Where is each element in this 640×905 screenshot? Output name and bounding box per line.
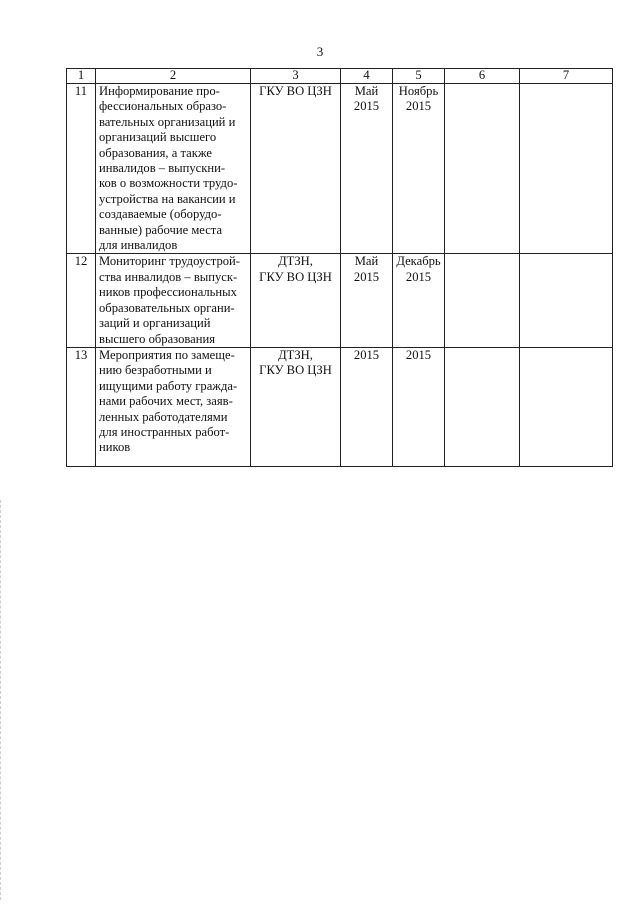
col6-cell <box>445 254 520 347</box>
description-line: инвалидов – выпускни- <box>99 161 226 176</box>
description-line: нами рабочих мест, заяв- <box>99 394 233 409</box>
description-line: устройства на вакансии и <box>99 191 236 206</box>
start-date-line: Май <box>354 84 379 98</box>
description-line: создаваемые (оборудо- <box>99 207 222 222</box>
col7-cell <box>520 84 613 254</box>
row-number-cell: 12 <box>67 254 96 347</box>
description-line: высшего образования <box>99 331 216 346</box>
start-date-cell <box>341 254 393 347</box>
end-date-cell <box>393 347 445 466</box>
description-cell <box>96 254 251 347</box>
description-line: ков о возможности трудо- <box>99 176 238 191</box>
end-date-cell <box>393 254 445 347</box>
executor-line: ГКУ ВО ЦЗН <box>259 269 332 284</box>
description-line: для инвалидов <box>99 238 178 253</box>
description-line: Информирование про- <box>99 84 220 98</box>
description-line: образования, а также <box>99 145 212 160</box>
description-line: организаций высшего <box>99 130 217 145</box>
plan-table <box>66 68 613 467</box>
description-line: ства инвалидов – выпуск- <box>99 269 238 284</box>
end-date-line: 2015 <box>405 269 432 284</box>
header-col-2: 2 <box>96 69 251 84</box>
row-number-cell: 11 <box>67 84 96 254</box>
header-col-5: 5 <box>393 69 445 84</box>
start-date-line: 2015 <box>353 99 380 114</box>
header-row <box>67 69 613 84</box>
col6-cell <box>445 347 520 466</box>
description-line: нию безработными и <box>99 363 212 378</box>
start-date-cell <box>341 347 393 466</box>
description-cell <box>96 84 251 254</box>
header-col-6: 6 <box>445 69 520 84</box>
header-col-4: 4 <box>341 69 393 84</box>
page-number: 3 <box>316 44 324 59</box>
description-line: ников <box>99 440 131 455</box>
description-line: Мониторинг трудоустрой- <box>99 254 240 269</box>
table-row <box>67 254 613 347</box>
end-date-line: Ноябрь <box>398 84 439 98</box>
col7-cell <box>520 254 613 347</box>
description-line: образовательных органи- <box>99 300 235 315</box>
executor-line: ДТЗН, <box>278 254 313 269</box>
end-date-cell <box>393 84 445 254</box>
executor-line: ГКУ ВО ЦЗН <box>259 84 332 98</box>
header-col-1: 1 <box>67 69 96 84</box>
description-line: заций и организаций <box>99 316 211 331</box>
header-col-7: 7 <box>520 69 613 84</box>
end-date-line: 2015 <box>405 347 432 362</box>
description-line: вательных организаций и <box>99 114 236 129</box>
description-line: Мероприятия по замеще- <box>99 347 235 362</box>
executor-cell <box>251 347 341 466</box>
description-line: фессиональных образо- <box>99 99 227 114</box>
executor-line: ГКУ ВО ЦЗН <box>259 363 332 378</box>
description-cell <box>96 347 251 466</box>
start-date-line: 2015 <box>353 269 380 284</box>
col6-cell <box>445 84 520 254</box>
row-number-cell: 13 <box>67 347 96 466</box>
description-line: ванные) рабочие места <box>99 222 223 237</box>
description-line: для иностранных работ- <box>99 424 230 439</box>
start-date-cell <box>341 84 393 254</box>
executor-cell <box>251 84 341 254</box>
col7-cell <box>520 347 613 466</box>
header-col-3: 3 <box>251 69 341 84</box>
description-line: ищущими работу гражда- <box>99 378 238 393</box>
table-row <box>67 347 613 466</box>
scan-margin-mark <box>0 500 4 900</box>
end-date-line: 2015 <box>405 99 432 114</box>
table-row <box>67 84 613 254</box>
executor-line: ДТЗН, <box>278 347 313 362</box>
executor-cell <box>251 254 341 347</box>
start-date-line: 2015 <box>353 347 380 362</box>
description-line: ников профессиональных <box>99 285 237 300</box>
description-line: ленных работодателями <box>99 409 228 424</box>
end-date-line: Декабрь <box>396 254 441 269</box>
start-date-line: Май <box>354 254 379 269</box>
